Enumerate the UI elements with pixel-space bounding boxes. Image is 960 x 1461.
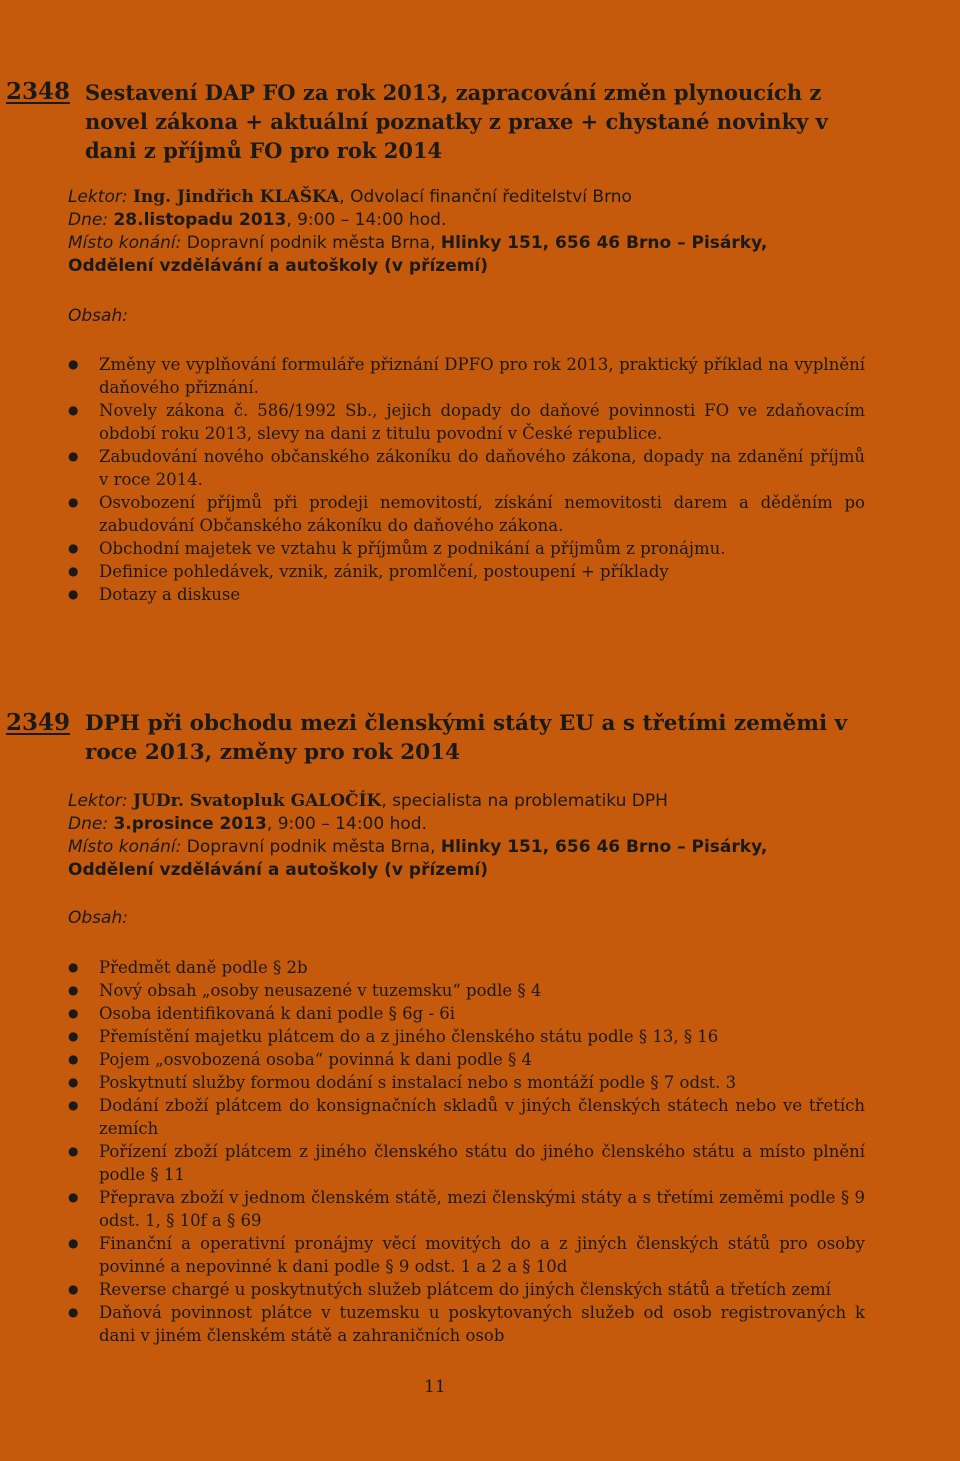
bullet-icon: ● <box>68 1236 79 1250</box>
page-number: 11 <box>424 1377 446 1397</box>
list-item <box>0 979 865 1002</box>
course-header <box>0 78 960 168</box>
list-item-text: Pořízení zboží plátcem z jiného členského státu do jiného členského státu a místo plnění podle § 11 <box>99 1142 865 1184</box>
bullet-icon: ● <box>68 357 79 371</box>
list-item <box>0 1071 865 1094</box>
venue-department: Oddělení vzdělávání a autoškoly (v přízemí) <box>68 256 489 276</box>
contents-list <box>0 353 960 606</box>
course-number: 2349 <box>6 709 71 736</box>
bullet-icon: ● <box>68 983 79 997</box>
bullet-icon: ● <box>68 495 79 509</box>
lektor-line <box>68 186 948 209</box>
bullet-icon: ● <box>68 1006 79 1020</box>
list-item <box>0 445 865 491</box>
list-item-text: Osoba identifikovaná k dani podle § 6g - 6i <box>99 1004 456 1023</box>
lektor-label: Lektor: <box>68 791 128 811</box>
list-item-text: Zabudování nového občanského zákoníku do daňového zákona, dopady na zdanění příjmů v roce 2014. <box>99 447 865 489</box>
list-item-text: Přeprava zboží v jednom členském státě, mezi členskými státy a s třetími zeměmi podle § 9 odst. 1, § 10f a § 69 <box>99 1188 865 1230</box>
list-item-text: Finanční a operativní pronájmy věcí movitých do a z jiných členských států pro osoby povinné a nepovinné k dani podle § 9 odst. 1 a 2 a § 10d <box>99 1234 865 1276</box>
list-item-text: Nový obsah „osoby neusazené v tuzemsku“ podle § 4 <box>99 981 542 1000</box>
list-item <box>0 1232 865 1278</box>
course-meta <box>68 790 948 882</box>
lektor-affiliation: , Odvolací finanční ředitelství Brno <box>339 187 632 207</box>
list-item-text: Definice pohledávek, vznik, zánik, promlčení, postoupení + příklady <box>99 562 669 581</box>
course-2349 <box>0 709 960 1345</box>
list-item <box>0 1025 865 1048</box>
course-2348 <box>0 78 960 604</box>
list-item <box>0 583 865 606</box>
venue-label: Místo konání: <box>68 837 182 857</box>
bullet-icon: ● <box>68 587 79 601</box>
lektor-name: Ing. Jindřich KLAŠKA <box>132 187 340 207</box>
list-item <box>0 399 865 445</box>
list-item-text: Změny ve vyplňování formuláře přiznání DPFO pro rok 2013, praktický příklad na vyplnění daňového přiznání. <box>99 355 865 397</box>
list-item <box>0 1278 865 1301</box>
list-item-text: Přemístění majetku plátcem do a z jiného členského státu podle § 13, § 16 <box>99 1027 719 1046</box>
bullet-icon: ● <box>68 449 79 463</box>
bullet-icon: ● <box>68 1098 79 1112</box>
list-item <box>0 537 865 560</box>
venue-line <box>68 232 948 255</box>
date-line <box>68 209 948 232</box>
bullet-icon: ● <box>68 1305 79 1319</box>
contents-list <box>0 956 960 1347</box>
date-line <box>68 813 948 836</box>
bullet-icon: ● <box>68 1029 79 1043</box>
list-item-text: Předmět daně podle § 2b <box>99 958 308 977</box>
bullet-icon: ● <box>68 1190 79 1204</box>
contents-label: Obsah: <box>68 908 128 928</box>
time-value: , 9:00 – 14:00 hod. <box>286 210 447 230</box>
list-item-text: Daňová povinnost plátce v tuzemsku u poskytovaných služeb od osob registrovaných k dani v jiném členském státě a zahraničních osob <box>99 1303 865 1345</box>
list-item <box>0 1140 865 1186</box>
venue-line <box>68 836 948 859</box>
list-item <box>0 1002 865 1025</box>
bullet-icon: ● <box>68 1282 79 1296</box>
bullet-icon: ● <box>68 1144 79 1158</box>
course-number: 2348 <box>6 78 71 105</box>
bullet-icon: ● <box>68 960 79 974</box>
list-item-text: Pojem „osvobozená osoba“ povinná k dani podle § 4 <box>99 1050 532 1069</box>
list-item <box>0 1094 865 1140</box>
venue-text: Dopravní podnik města Brna, <box>186 837 436 857</box>
bullet-icon: ● <box>68 1052 79 1066</box>
venue-label: Místo konání: <box>68 233 182 253</box>
list-item <box>0 956 865 979</box>
bullet-icon: ● <box>68 541 79 555</box>
date-label: Dne: <box>68 814 109 834</box>
list-item-text: Reverse chargé u poskytnutých služeb plátcem do jiných členských států a třetích zemí <box>99 1280 831 1299</box>
bullet-icon: ● <box>68 564 79 578</box>
list-item-text: Obchodní majetek ve vztahu k příjmům z podnikání a příjmům z pronájmu. <box>99 539 726 558</box>
course-header <box>0 709 960 799</box>
lektor-label: Lektor: <box>68 187 128 207</box>
date-label: Dne: <box>68 210 109 230</box>
list-item <box>0 1186 865 1232</box>
venue-address: Hlinky 151, 656 46 Brno – Pisárky, <box>440 233 768 253</box>
course-title: Sestavení DAP FO za rok 2013, zapracování změn plynoucích z novel zákona + aktuální poznatky z praxe + chystané novinky v dani z příjmů FO pro rok 2014 <box>85 80 828 163</box>
venue-address: Hlinky 151, 656 46 Brno – Pisárky, <box>440 837 768 857</box>
list-item <box>0 491 865 537</box>
date-value: 28.listopadu 2013 <box>113 210 287 230</box>
list-item <box>0 560 865 583</box>
time-value: , 9:00 – 14:00 hod. <box>266 814 427 834</box>
list-item-text: Dotazy a diskuse <box>99 585 241 604</box>
course-title: DPH při obchodu mezi členskými státy EU a s třetími zeměmi v roce 2013, změny pro rok 2014 <box>85 711 848 765</box>
list-item <box>0 353 865 399</box>
list-item-text: Dodání zboží plátcem do konsignačních skladů v jiných členských státech nebo ve třetích zemích <box>99 1096 865 1138</box>
venue-department: Oddělení vzdělávání a autoškoly (v přízemí) <box>68 860 489 880</box>
lektor-name: JUDr. Svatopluk GALOČÍK <box>132 791 382 811</box>
lektor-affiliation: , specialista na problematiku DPH <box>381 791 668 811</box>
list-item-text: Osvobození příjmů při prodeji nemovitostí, získání nemovitosti darem a děděním po zabudování Občanského zákoníku do daňového zákona. <box>99 493 865 535</box>
list-item <box>0 1048 865 1071</box>
lektor-line <box>68 790 948 813</box>
list-item <box>0 1301 865 1347</box>
course-meta <box>68 186 948 278</box>
bullet-icon: ● <box>68 1075 79 1089</box>
contents-label: Obsah: <box>68 306 128 326</box>
list-item-text: Novely zákona č. 586/1992 Sb., jejich dopady do daňové povinnosti FO ve zdaňovacím období roku 2013, slevy na dani z titulu povodní v České republice. <box>99 401 865 443</box>
list-item-text: Poskytnutí služby formou dodání s instalací nebo s montáží podle § 7 odst. 3 <box>99 1073 737 1092</box>
bullet-icon: ● <box>68 403 79 417</box>
venue-text: Dopravní podnik města Brna, <box>186 233 436 253</box>
date-value: 3.prosince 2013 <box>113 814 267 834</box>
